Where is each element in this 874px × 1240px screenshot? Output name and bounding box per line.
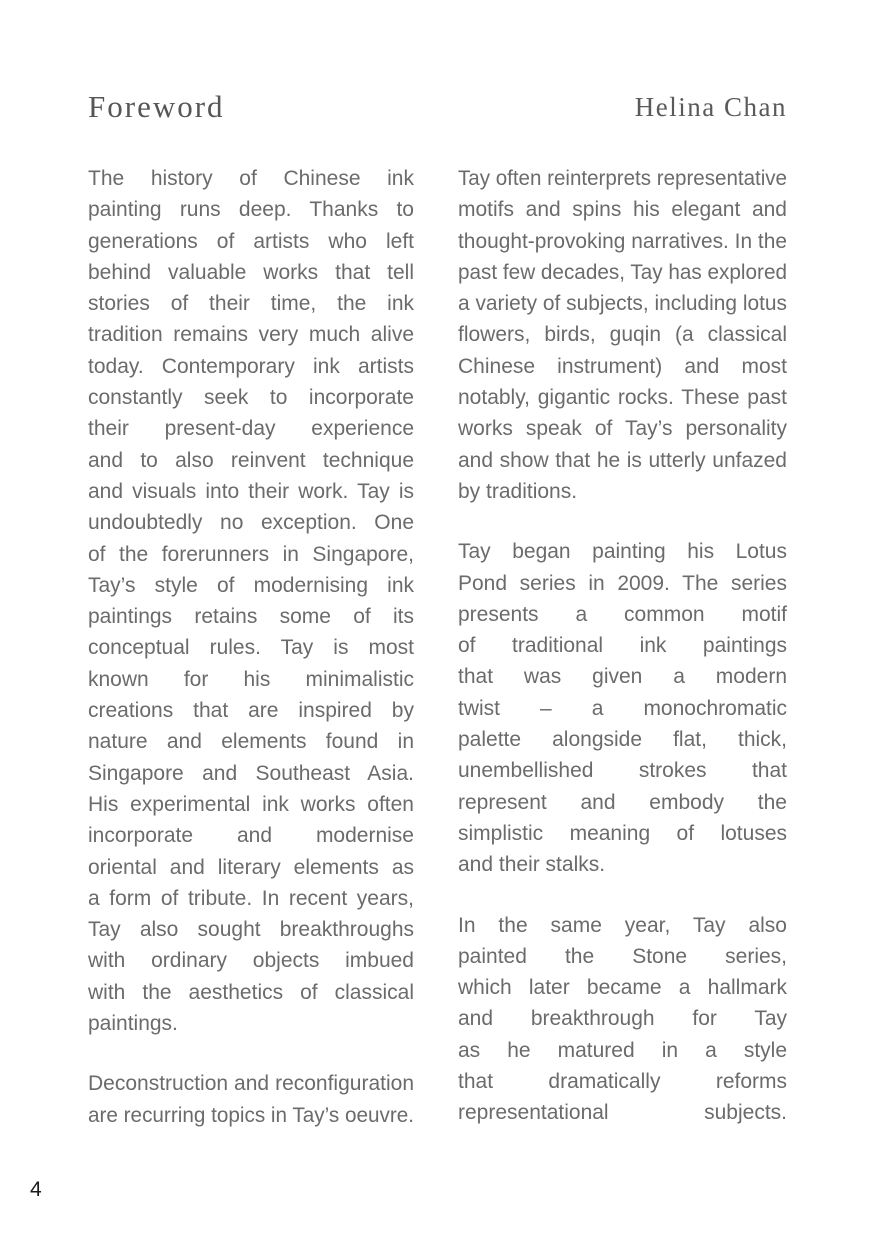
text-line: representational subjects. (458, 1101, 787, 1125)
text-line: undoubtedly no exception. One (88, 511, 414, 535)
text-line: Deconstruction and reconfiguration (88, 1072, 414, 1096)
text-line: flowers, birds, guqin (a classical (458, 323, 787, 347)
text-line: behind valuable works that tell (88, 260, 414, 284)
text-line: Tay also sought breakthroughs (88, 918, 414, 942)
text-line: that dramatically reforms (458, 1070, 787, 1094)
text-line: works speak of Tay’s personality (458, 417, 787, 441)
text-line: painted the Stone series, (458, 944, 787, 968)
text-line: thought-provoking narratives. In the (458, 229, 787, 253)
text-line: conceptual rules. Tay is most (88, 636, 414, 660)
text-line: and their stalks. (458, 853, 606, 877)
paragraph (458, 536, 787, 880)
text-line: and breakthrough for Tay (458, 1007, 787, 1031)
text-line: presents a common motif (458, 602, 787, 626)
paragraph (458, 163, 787, 507)
text-line: generations of artists who left (88, 229, 414, 253)
text-line: of the forerunners in Singapore, (88, 542, 414, 566)
paragraph (88, 163, 414, 1039)
text-line: In the same year, Tay also (458, 913, 787, 937)
text-line: Tay began painting his Lotus (458, 540, 787, 564)
text-line: oriental and literary elements as (88, 855, 414, 879)
text-line: Singapore and Southeast Asia. (88, 761, 414, 785)
text-line: known for his minimalistic (88, 667, 414, 691)
text-line: tradition remains very much alive (88, 323, 414, 347)
text-line: paintings retains some of its (88, 605, 414, 629)
text-line: Tay often reinterprets representative (458, 167, 787, 190)
text-line: with ordinary objects imbued (88, 949, 414, 973)
text-line: The history of Chinese ink (88, 167, 414, 190)
two-column-text-block (88, 163, 787, 1131)
text-line: paintings. (88, 1012, 178, 1036)
text-line: and visuals into their work. Tay is (88, 479, 414, 503)
text-line: with the aesthetics of classical (88, 980, 414, 1004)
text-line: past few decades, Tay has explored (458, 260, 787, 284)
text-line: represent and embody the (458, 790, 787, 814)
text-line: as he matured in a style (458, 1038, 787, 1062)
text-line: Pond series in 2009. The series (458, 571, 787, 595)
text-line: notably, gigantic rocks. These past (458, 386, 787, 410)
text-line: and show that he is utterly unfazed (458, 448, 787, 472)
text-line: motifs and spins his elegant and (458, 198, 787, 222)
text-column-right (458, 163, 787, 1131)
text-line: painting runs deep. Thanks to (88, 198, 414, 222)
text-line: incorporate and modernise (88, 824, 414, 848)
text-line: their present-day experience (88, 417, 414, 441)
text-line: twist – a monochromatic (458, 696, 787, 720)
text-line: and to also reinvent technique (88, 448, 414, 472)
text-line: are recurring topics in Tay’s oeuvre. (88, 1103, 414, 1127)
page-title: Foreword (88, 89, 225, 124)
text-line: a form of tribute. In recent years, (88, 886, 414, 910)
text-line: creations that are inspired by (88, 699, 414, 723)
author-name: Helina Chan (634, 92, 787, 122)
paragraph (458, 910, 787, 1129)
paragraph (88, 1068, 414, 1131)
text-line: by traditions. (458, 479, 578, 503)
text-line: which later became a hallmark (458, 976, 787, 1000)
text-line: His experimental ink works often (88, 792, 414, 816)
text-line: nature and elements found in (88, 730, 414, 754)
text-line: that was given a modern (458, 665, 787, 689)
text-line: today. Contemporary ink artists (88, 354, 414, 378)
text-line: a variety of subjects, including lotus (458, 292, 787, 316)
text-line: stories of their time, the ink (88, 292, 414, 316)
text-line: simplistic meaning of lotuses (458, 821, 787, 845)
text-line: of traditional ink paintings (458, 634, 787, 658)
text-line: constantly seek to incorporate (88, 386, 414, 410)
text-line: Tay’s style of modernising ink (88, 573, 414, 597)
text-line: Chinese instrument) and most (458, 354, 787, 378)
page-number: 4 (30, 1178, 42, 1201)
text-line: unembellished strokes that (458, 759, 787, 783)
text-column-left (88, 163, 414, 1131)
text-line: palette alongside flat, thick, (458, 728, 787, 752)
